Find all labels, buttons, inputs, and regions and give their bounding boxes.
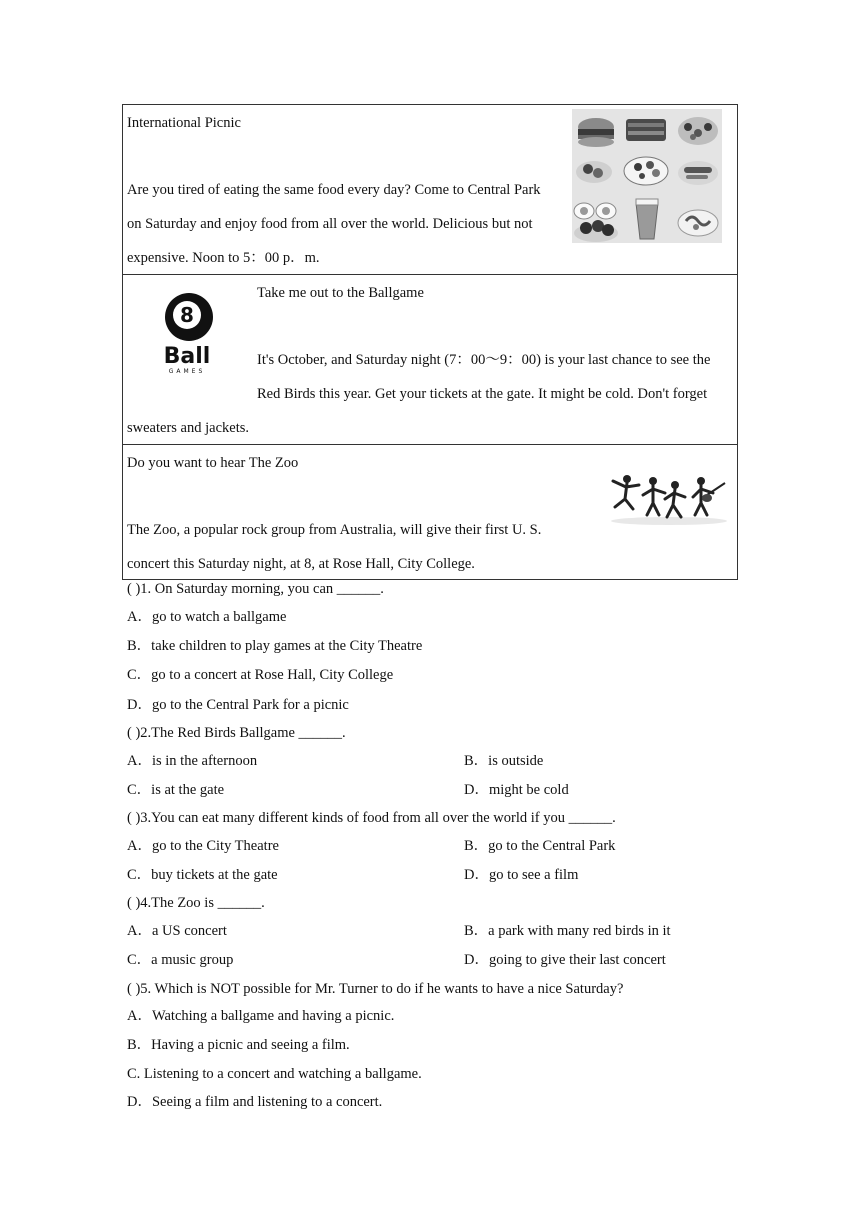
ad-text-line: It's October, and Saturday night (7：00～9：00) is your last chance to see the <box>257 352 711 368</box>
option: B．take children to play games at the City Theatre <box>127 638 423 654</box>
ad-text-line: Red Birds this year. Get your tickets at the gate. It might be cold. Don't forget <box>257 386 708 402</box>
ads-table <box>122 104 738 580</box>
ad-ballgame <box>123 275 737 445</box>
option: A．a US concert <box>127 923 227 939</box>
option: A．go to the City Theatre <box>127 838 279 854</box>
option: B．Having a picnic and seeing a film. <box>127 1037 350 1053</box>
ad-text-line: Are you tired of eating the same food every day? Come to Central Park <box>127 182 541 198</box>
option: B．a park with many red birds in it <box>464 923 671 939</box>
question-stem: ( )5. Which is NOT possible for Mr. Turner to do if he wants to have a nice Saturday? <box>127 981 624 997</box>
ad-text-line: expensive. Noon to 5：00 p．m. <box>127 250 320 266</box>
option: B．go to the Central Park <box>464 838 616 854</box>
option: D．might be cold <box>464 782 569 798</box>
logo-number: 8 <box>180 303 194 327</box>
option: C．go to a concert at Rose Hall, City College <box>127 667 394 683</box>
option: D．go to see a film <box>464 867 579 883</box>
question-stem: ( )1. On Saturday morning, you can ______. <box>127 581 384 597</box>
logo-sub: GAMES <box>168 368 206 375</box>
ad-international-picnic <box>123 105 737 275</box>
option: A．is in the afternoon <box>127 753 258 769</box>
option: A．go to watch a ballgame <box>127 609 287 625</box>
ad-title: International Picnic <box>127 115 241 131</box>
logo-word: Ball <box>163 344 211 369</box>
option: C．a music group <box>127 952 234 968</box>
rock-band-image <box>609 471 729 530</box>
ad-the-zoo <box>123 445 737 579</box>
ad-text-line: The Zoo, a popular rock group from Australia, will give their first U. S. <box>127 522 542 538</box>
ad-text-line: concert this Saturday night, at 8, at Rose Hall, City College. <box>127 556 475 572</box>
option: C．is at the gate <box>127 782 225 798</box>
option: C. Listening to a concert and watching a ballgame. <box>127 1066 422 1082</box>
ad-text-line: on Saturday and enjoy food from all over the world. Delicious but not <box>127 216 533 232</box>
option: B．is outside <box>464 753 544 769</box>
food-image <box>572 109 722 248</box>
question-stem: ( )2.The Red Birds Ballgame ______. <box>127 725 346 741</box>
option: C．buy tickets at the gate <box>127 867 278 883</box>
option: D．go to the Central Park for a picnic <box>127 697 349 713</box>
option: A．Watching a ballgame and having a picnic. <box>127 1008 395 1024</box>
ad-title: Take me out to the Ballgame <box>257 285 424 301</box>
question-stem: ( )3.You can eat many different kinds of food from all over the world if you ______. <box>127 810 616 826</box>
eight-ball-logo <box>159 289 219 384</box>
question-stem: ( )4.The Zoo is ______. <box>127 895 265 911</box>
ad-text-line: sweaters and jackets. <box>127 420 249 436</box>
ad-title: Do you want to hear The Zoo <box>127 455 299 471</box>
option: D．Seeing a film and listening to a concert. <box>127 1094 383 1110</box>
option: D．going to give their last concert <box>464 952 666 968</box>
